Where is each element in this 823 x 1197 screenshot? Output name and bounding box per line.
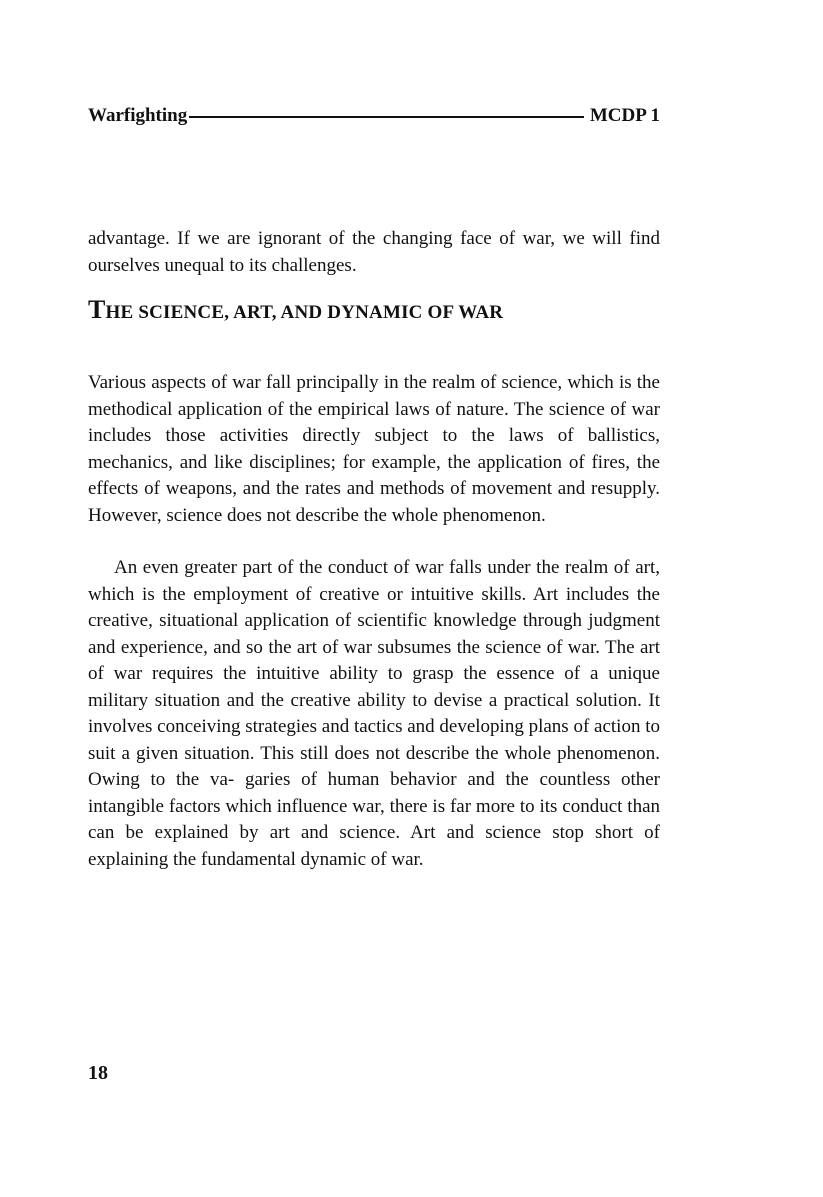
page-body bbox=[88, 226, 660, 899]
section-heading-initial: T bbox=[88, 295, 106, 324]
section-heading bbox=[88, 293, 660, 330]
intro-paragraph: advantage. If we are ignorant of the changing face of war, we will find ourselves unequal to its challenges. bbox=[88, 228, 660, 276]
header-title: Warfighting bbox=[88, 105, 188, 126]
page-number: 18 bbox=[88, 1062, 108, 1084]
paragraph-science: Various aspects of war fall principally in the realm of science, which is the methodical application of the empirical laws of nature. The science of war includes those activities directly subject to the laws of ballistics, mechanics, and like disciplines; for example, the application of fires, the effects of weapons, and the rates and methods of movement and resupply. However, science does not describe the whole phenomenon. bbox=[88, 372, 660, 526]
running-header bbox=[88, 102, 660, 130]
header-rule bbox=[189, 116, 584, 118]
section-heading-rest: HE SCIENCE, ART, AND DYNAMIC OF WAR bbox=[105, 302, 504, 323]
paragraph-art: An even greater part of the conduct of war falls under the realm of art, which is the employment of creative or intuitive skills. Art includes the creative, situational application of scientific knowledge through judgment and experience, and so the art of war subsumes the science of war. The art of war requires the intuitive ability to grasp the essence of a unique military situation and the creative ability to devise a practical solution. It involves conceiving strategies and tactics and developing plans of action to suit a given situation. This still does not describe the whole phenomenon. Owing to the va- garies of human behavior and the countless other intangible factors which influence war, there is far more to its conduct than can be explained by art and science. Art and science stop short of explaining the fundamental dynamic of war. bbox=[88, 557, 660, 870]
header-publication-id: MCDP 1 bbox=[589, 105, 660, 126]
